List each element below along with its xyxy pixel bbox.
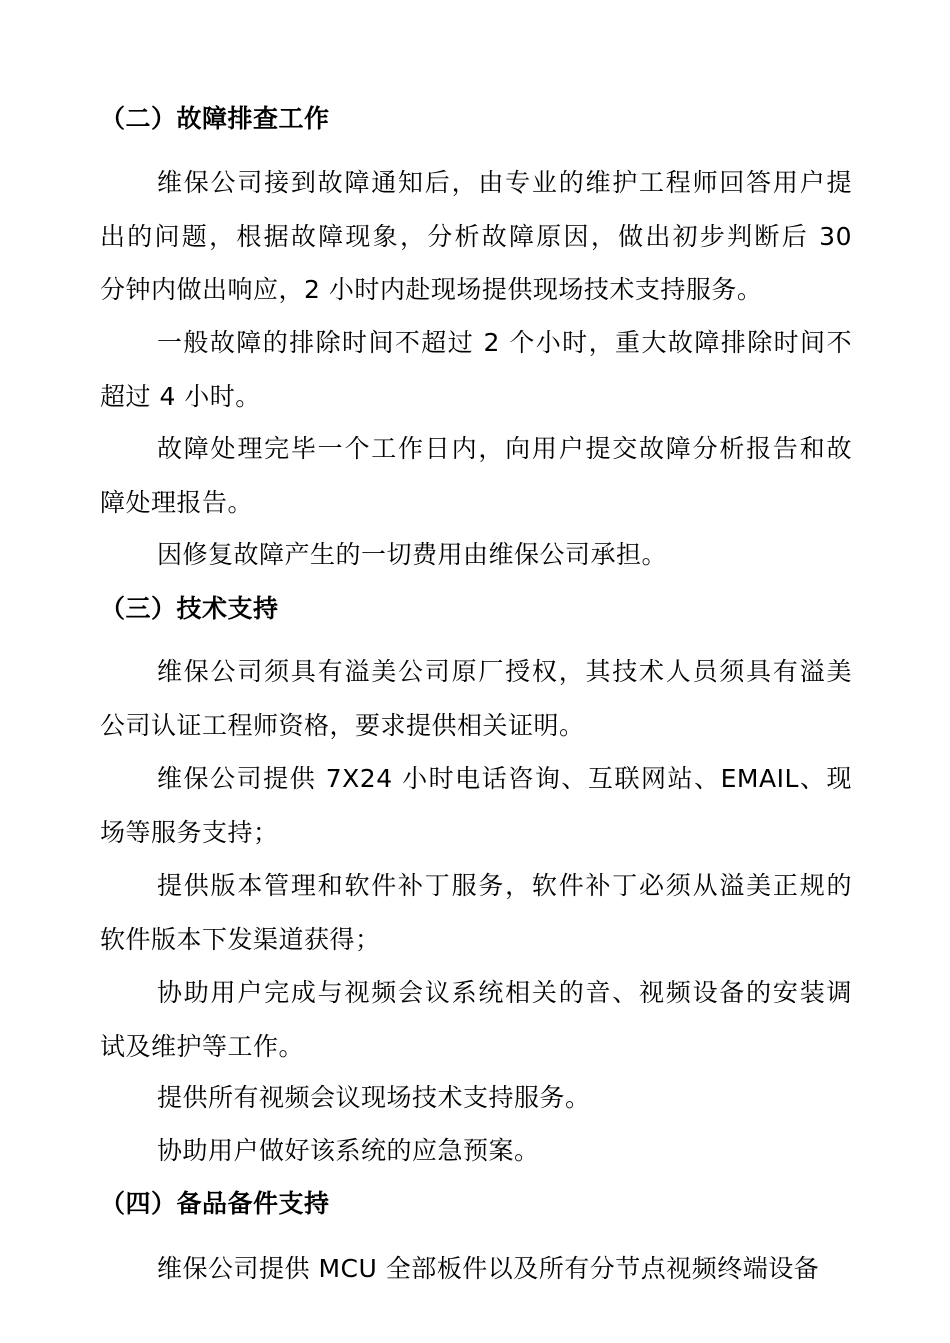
- paragraph: [100, 156, 852, 317]
- paragraph-line: 一般故障的排除时间不超过 2 个小时，重大故障排除时间不: [157, 328, 852, 357]
- paragraph-line: 提供所有视频会议现场技术支持服务。: [157, 1083, 591, 1112]
- section-heading-4: （四）备品备件支持: [100, 1189, 330, 1218]
- paragraph-line: 分钟内做出响应，2 小时内赴现场提供现场技术支持服务。: [100, 275, 763, 304]
- section-heading-3: （三）技术支持: [100, 594, 279, 623]
- paragraph-line: 因修复故障产生的一切费用由维保公司承担。: [157, 540, 668, 569]
- paragraph-line: 维保公司接到故障通知后，由专业的维护工程师回答用户提: [157, 168, 852, 197]
- paragraph-line: 协助用户做好该系统的应急预案。: [157, 1136, 540, 1165]
- paragraph: [100, 1124, 852, 1178]
- paragraph: [100, 1242, 852, 1296]
- paragraph: [100, 859, 852, 966]
- paragraph-line: 软件版本下发渠道获得；: [100, 924, 381, 954]
- paragraph: [100, 528, 852, 582]
- paragraph-line: 出的问题，根据故障现象，分析故障原因，做出初步判断后 30: [100, 221, 852, 251]
- paragraph-line: 维保公司提供 MCU 全部板件以及所有分节点视频终端设备: [157, 1254, 820, 1283]
- paragraph: [100, 966, 852, 1073]
- paragraph-line: 维保公司提供 7X24 小时电话咨询、互联网站、EMAIL、现: [157, 764, 852, 793]
- paragraph-line: 维保公司须具有溢美公司原厂授权，其技术人员须具有溢美: [157, 657, 852, 686]
- paragraph-line: 超过 4 小时。: [100, 381, 261, 411]
- paragraph-line: 故障处理完毕一个工作日内，向用户提交故障分析报告和故: [157, 434, 852, 463]
- section-heading-2: （二）故障排查工作: [100, 104, 330, 133]
- paragraph: [100, 645, 852, 752]
- paragraph: [100, 1071, 852, 1125]
- paragraph-line: 试及维护等工作。: [100, 1031, 305, 1061]
- paragraph-line: 障处理报告。: [100, 487, 254, 517]
- paragraph: [100, 422, 852, 529]
- paragraph-line: 协助用户完成与视频会议系统相关的音、视频设备的安装调: [157, 978, 852, 1007]
- paragraph: [100, 752, 852, 859]
- paragraph: [100, 316, 852, 423]
- paragraph-line: 提供版本管理和软件补丁服务，软件补丁必须从溢美正规的: [157, 871, 852, 900]
- paragraph-line: 场等服务支持；: [100, 817, 279, 847]
- paragraph-line: 公司认证工程师资格，要求提供相关证明。: [100, 710, 585, 740]
